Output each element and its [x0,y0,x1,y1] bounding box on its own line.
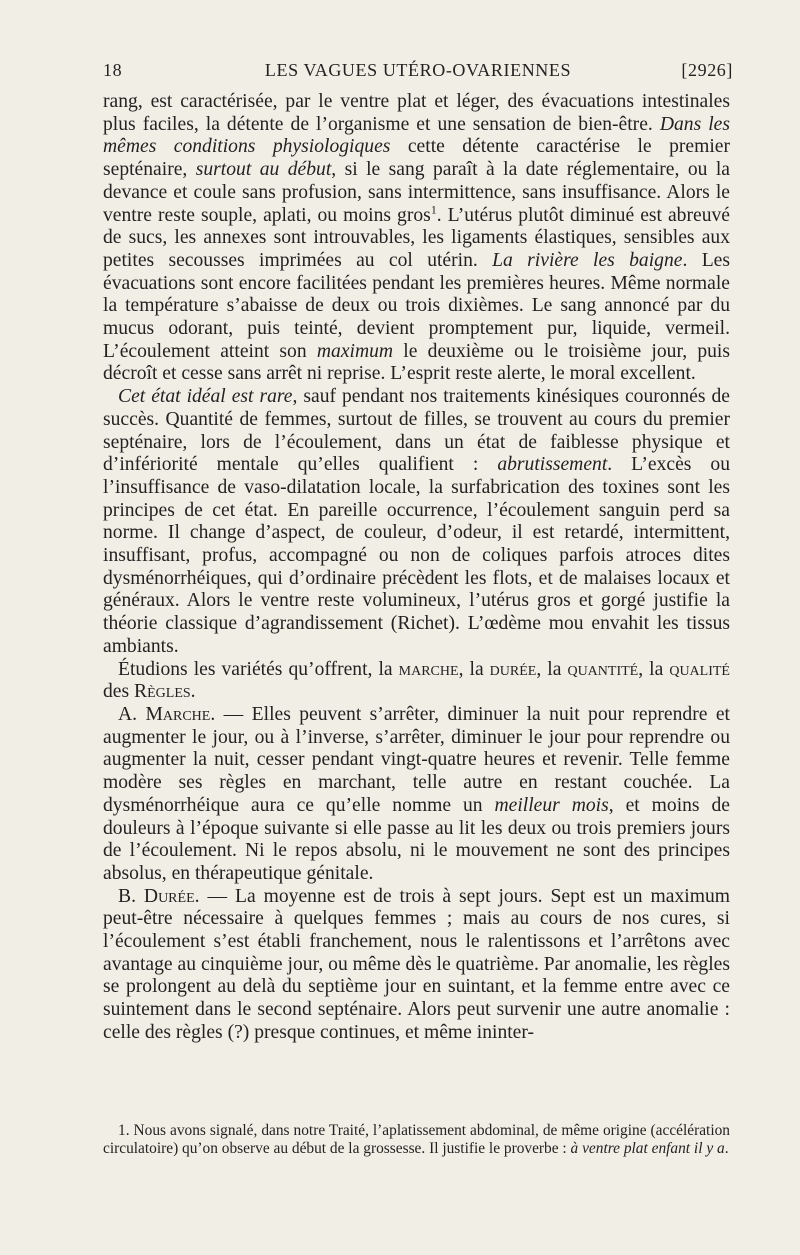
paragraph-4: A. Marche. — Elles peuvent s’arrêter, diminuer la nuit pour reprendre et augmenter le jour, ou à l’inverse, s’arrêter, diminuer le jour pour reprendre ou augmenter la nuit, cesser pendant vingt-quatre heures et revenir. Telle femme modère ses règles en marchant, telle autre en restant couchée. La dysménorrhéique aura ce qu’elle nomme un meilleur mois, et moins de douleurs à l’époque suivante si elle passe au lit les deux ou trois premiers jours de l’écoulement. Ni le repos absolu, ni le mouvement ne sont des principes absolus, en thérapeutique génitale. [103,703,730,884]
paragraph-1: rang, est caractérisée, par le ventre plat et léger, des évacuations intestinales plus faciles, la détente de l’organisme et une sensation de bien-être. Dans les mêmes conditions physiologiques cette détente caractérise le premier septénaire, surtout au début, si le sang paraît à la date réglementaire, ou la devance et coule sans profusion, sans intermittence, sans insuffisance. Alors le ventre reste souple, aplati, ou moins gros$^1$. L’utérus plutôt diminué est abreuvé de sucs, les annexes sont introuvables, les ligaments élastiques, sensibles aux petites secousses imprimées au col utérin. La rivière les baigne. Les évacuations sont encore facilitées pendant les premières heures. Même normale la température s’abaisse de deux ou trois dixièmes. Le sang annoncé par du mucus odorant, puis teinté, devient promptement pur, liquide, vermeil. L’écoulement atteint son maximum le deuxième ou le troisième jour, puis décroît et cesse sans arrêt ni reprise. L’esprit reste alerte, le moral excellent. [103,91,731,385]
section-heading-marche: Marche [145,703,211,725]
page-number: 18 [103,60,123,80]
footnote-marker[interactable]: 1 [430,202,437,216]
paragraph-3: Étudions les variétés qu’offrent, la marche, la durée, la quantité, la qualité des Règles. [103,658,730,703]
footnotes [103,1122,730,1157]
page-reference: [2926] [681,60,733,80]
footnote-1: 1. Nous avons signalé, dans notre Traité, l’aplatissement abdominal, de même origine (accélération circulatoire) qu’on observe au début de la grossesse. Il justifie le proverbe : à ventre plat enfant il y a. [103,1122,730,1157]
paragraph-5: B. Durée. — La moyenne est de trois à sept jours. Sept est un maximum peut-être nécessaire à quelques femmes ; mais au cours de nos cures, si l’écoulement s’est établi franchement, nous le ralentissons et l’arrêtons avec avantage au cinquième jour, ou même dès le quatrième. Par anomalie, les règles se prolongent au delà du septième jour en suintant, et la femme entre avec ce suintement dans le second septénaire. Alors peut survenir une autre anomalie : celle des règles (?) presque continues, et même ininter- [103,885,730,1043]
section-heading-duree: Durée [143,885,195,907]
body-text [103,91,730,1045]
running-title: LES VAGUES UTÉRO-OVARIENNES [264,60,572,80]
page-header [103,60,733,86]
paragraph-2: Cet état idéal est rare, sauf pendant nos traitements kinésiques couronnés de succès. Quantité de femmes, surtout de filles, se trouvent au cours du premier septénaire, lors de l’écoulement, dans un état de faiblesse physique et d’infériorité mentale qu’elles qualifient : abrutissement. L’excès ou l’insuffisance de vaso-dilatation locale, la surfabrication des toxines sont les principes de cet état. En pareille occurrence, l’écoulement sanguin perd sa norme. Il change d’aspect, de couleur, d’odeur, il est retardé, intermittent, insuffisant, profus, accompagné ou non de coliques parfois atroces dites dysménorrhéiques, qui d’ordinaire précèdent les flots, et de malaises locaux et généraux. Alors le ventre reste volumineux, l’utérus gros et gorgé justifie la théorie classique d’agrandissement (Richet). L’œdème mou envahit les tissus ambiants. [103,386,731,657]
